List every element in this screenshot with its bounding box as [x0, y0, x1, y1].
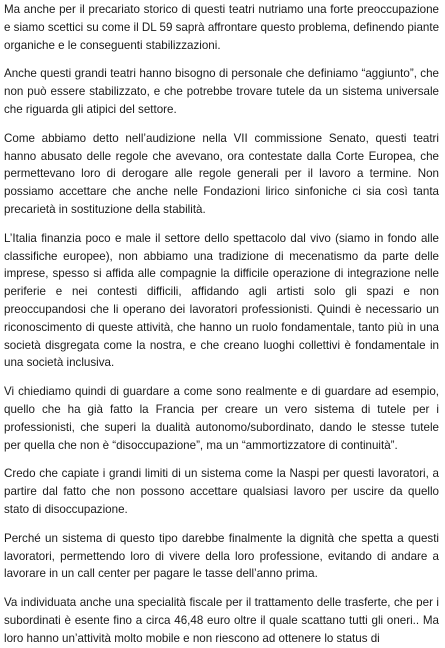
paragraph-modello-francia: Vi chiediamo quindi di guardare a come sono realmente e di guardare ad esempio, quello che ha già fatto la Francia per creare un vero sistema di tutele per i professionisti, che superi la dualità autonomo/subordinato, dando le stesse tutele per quella che non è “disoccupazione”, ma un “ammortizzatore di continuità”.: [4, 385, 439, 452]
paragraph-specialita-fiscale: Va individuata anche una specialità fiscale per il trattamento delle trasferte, che per i subordinati è esente fino a circa 46,48 euro oltre il quale scattano tutti gli oneri.. Ma loro hanno un’attività molto mobile e non riescono ad ottenere lo status di: [4, 596, 439, 645]
paragraph-precariato: Ma anche per il precariato storico di questi teatri nutriamo una forte preoccupazione e siamo scettici su come il DL 59 saprà affrontare questo problema, definendo piante organiche e le conseguenti stabilizzazioni.: [4, 3, 440, 52]
paragraph-finanziamento-spettacolo: L’Italia finanzia poco e male il settore dello spettacolo dal vivo (siamo in fondo alle classifiche europee), non abbiamo una tradizione di mecenatismo da parte delle imprese, spesso si affida alle compagnie la difficile operazione di integrazione nelle periferie e nei contesti difficili, affidando agli artisti solo gli spazi e non preoccupandosi che li operano dei lavoratori professionisti. Quindi è necessario un riconoscimento di queste attività, che hanno un ruolo fondamentale, tanto più in una società disgregata come la nostra, e che creano luoghi collettivi è fondamentale in una società inclusiva.: [4, 231, 439, 370]
paragraph-audizione-senato: Come abbiamo detto nell’audizione nella VII commissione Senato, questi teatri hanno abusato delle regole che avevano, ora contestate dalla Corte Europea, che permettevano loro di derogare alle regole generali per il lavoro a termine. Non possiamo accettare che anche nelle Fondazioni lirico sinfoniche ci sia così tanta precarietà in sostituzione della stabilità.: [4, 131, 439, 216]
paragraph-limiti-naspi: Credo che capiate i grandi limiti di un sistema come la Naspi per questi lavoratori, a partire dal fatto che non possono accettare qualsiasi lavoro per uscire da quello stato di disoccupazione.: [4, 467, 439, 516]
paragraph-dignita-lavoratori: Perché un sistema di questo tipo darebbe finalmente la dignità che spetta a questi lavoratori, permettendo loro di vivere della loro professione, evitando di andare a lavorare in un call center per pagare le tasse dell’anno prima.: [4, 531, 439, 581]
paragraph-personale-aggiunto: Anche questi grandi teatri hanno bisogno di personale che definiamo “aggiunto”, che non può essere stabilizzato, e che potrebbe trovare tutele da un sistema universale che riguarda gli atipici del settore.: [4, 67, 439, 116]
